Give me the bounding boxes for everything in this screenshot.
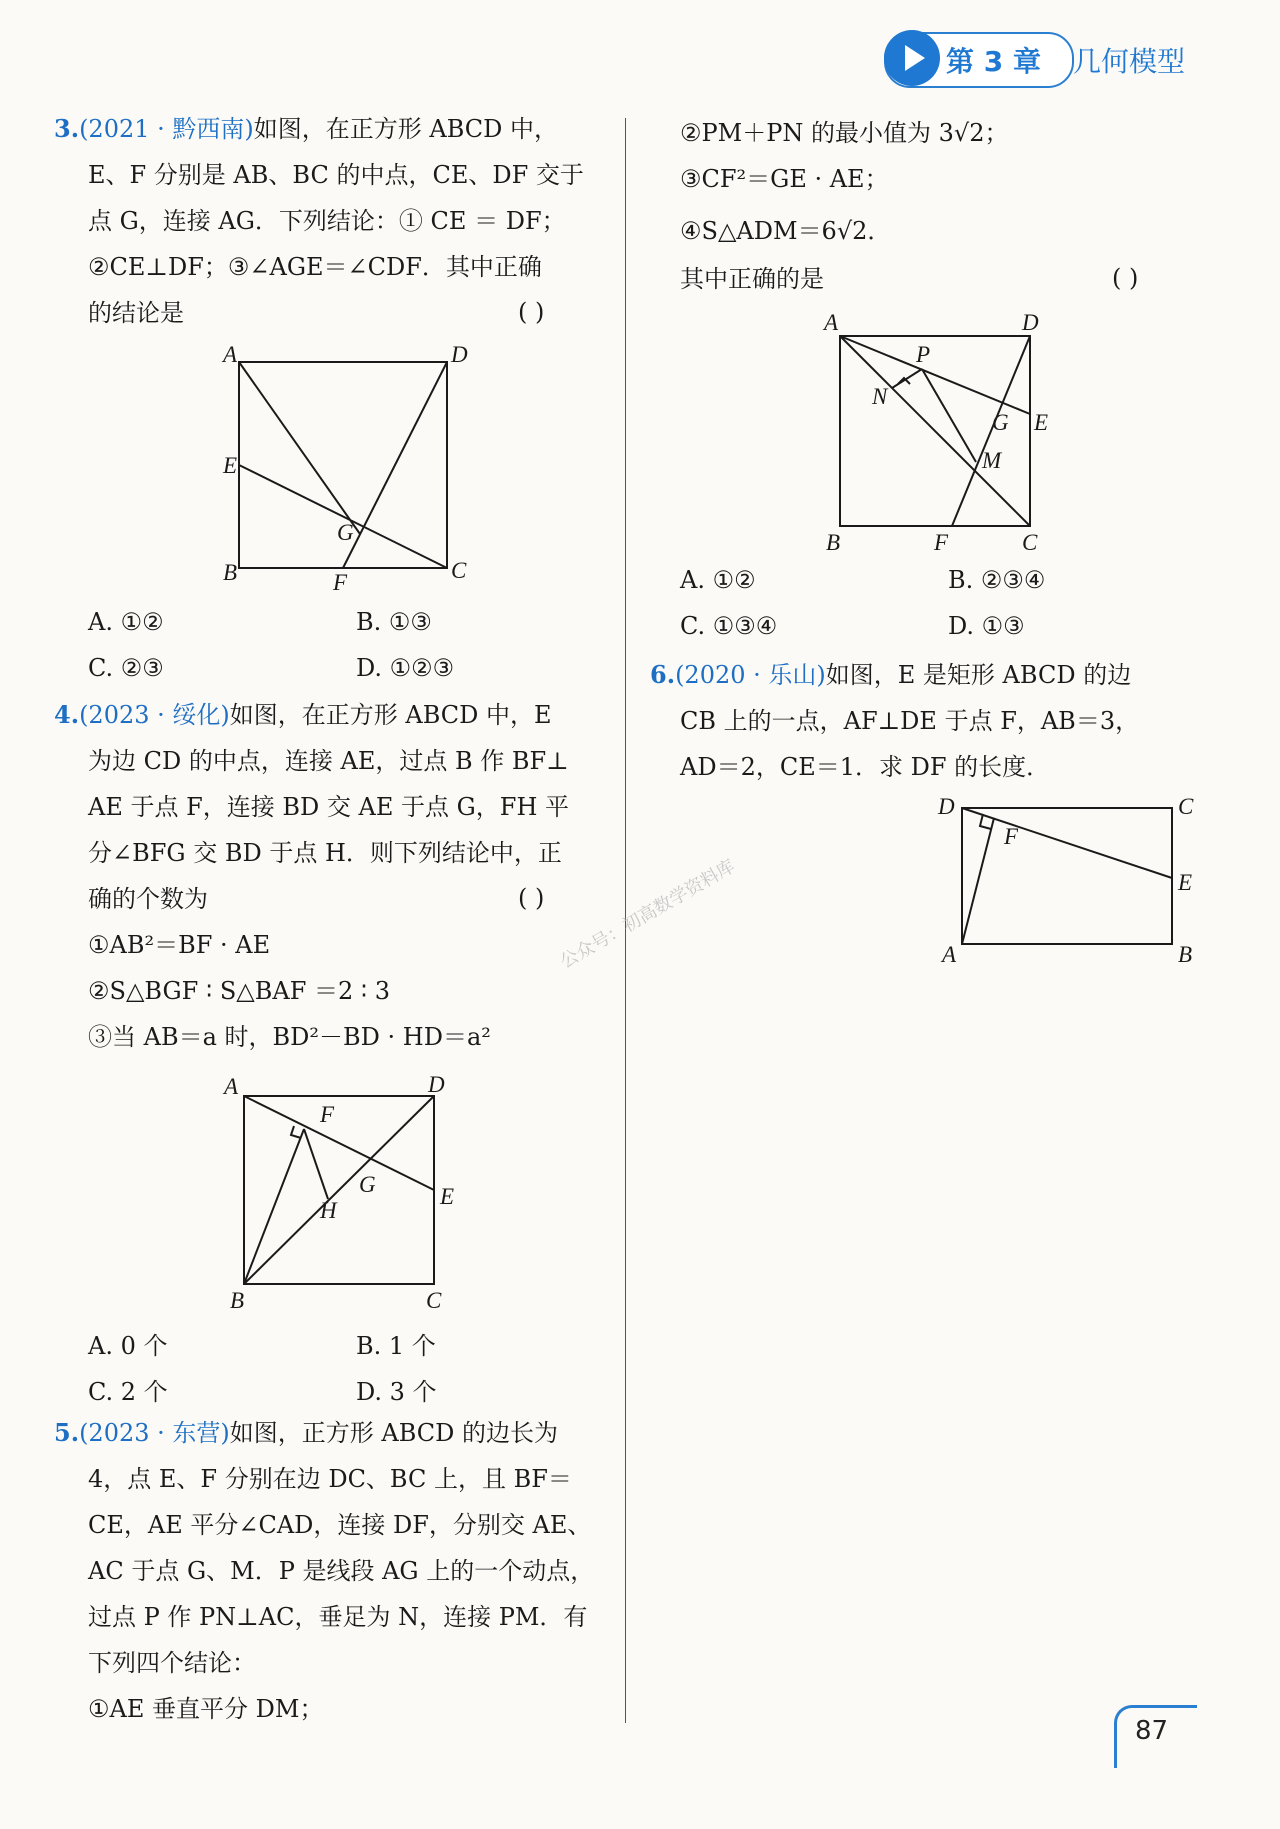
q4-label-a: A <box>224 1074 239 1099</box>
q6-source: (2020 · 乐山) <box>675 661 826 689</box>
q4-line-3: 分∠BFG 交 BD 于点 H．则下列结论中，正 <box>88 839 562 867</box>
q5-line-3: AC 于点 G、M．P 是线段 AG 上的一个动点， <box>88 1557 595 1585</box>
q5-statement-2: ②PM＋PN 的最小值为 3√2； <box>680 119 1009 147</box>
q4-label-e: E <box>440 1184 455 1209</box>
q3-source: (2021 · 黔西南) <box>79 115 254 143</box>
play-icon <box>884 30 940 86</box>
q4-text-0: 如图，在正方形 ABCD 中，E <box>229 701 552 729</box>
q5-option-a: A. ①② <box>680 566 756 594</box>
q3-option-c: C. ②③ <box>88 654 164 682</box>
q5-label-f: F <box>934 530 949 555</box>
q6-label-a: A <box>942 942 957 967</box>
q4-label-f: F <box>320 1102 335 1127</box>
q3-label-b: B <box>223 560 238 585</box>
q3-label-e: E <box>223 453 238 478</box>
q4-line-2: AE 于点 F，连接 BD 交 AE 于点 G，FH 平 <box>88 793 570 821</box>
q3-answer-paren: ( ) <box>518 298 545 326</box>
q5-option-b: B. ②③④ <box>948 566 1046 594</box>
q3-line-4: 的结论是 <box>88 299 184 327</box>
q5-figure <box>812 306 1072 556</box>
q4-statement-2: ②S△BGF ∶ S△BAF ＝2 ∶ 3 <box>88 977 391 1005</box>
q3-line-2: 点 G，连接 AG．下列结论：① CE ＝ DF； <box>88 207 566 235</box>
q5-label-a: A <box>824 310 839 335</box>
q4-statement-3: ③当 AB＝a 时，BD²－BD · HD＝a² <box>88 1023 491 1051</box>
q6-label-f: F <box>1004 824 1019 849</box>
chapter-label: 第 3 章 <box>946 45 1041 78</box>
q5-line-0 <box>54 1418 558 1448</box>
q5-option-d: D. ①③ <box>948 612 1025 640</box>
q3-line-3: ②CE⊥DF；③∠AGE＝∠CDF．其中正确 <box>88 253 542 281</box>
q3-label-c: C <box>451 558 467 583</box>
q5-label-n: N <box>872 384 888 409</box>
q3-line-1: E、F 分别是 AB、BC 的中点，CE、DF 交于 <box>88 161 584 189</box>
chapter-title: 几何模型 <box>1073 45 1186 78</box>
q3-line-ag <box>239 362 360 534</box>
q5-statement-4: ④S△ADM＝6√2． <box>680 217 892 245</box>
q5-text-0: 如图，正方形 ABCD 的边长为 <box>229 1419 559 1447</box>
q4-label-h: H <box>320 1198 337 1223</box>
q4-line-0 <box>54 700 552 730</box>
q5-label-p: P <box>916 342 931 367</box>
q5-line-5: 下列四个结论： <box>88 1649 256 1677</box>
q4-option-b: B. 1 个 <box>356 1332 436 1360</box>
q5-label-d: D <box>1022 310 1039 335</box>
q6-number: 6. <box>650 660 676 689</box>
q6-label-b: B <box>1178 942 1193 967</box>
q4-line-bf <box>244 1129 304 1284</box>
q5-line-pn <box>892 369 922 388</box>
q6-line-af <box>962 818 994 944</box>
q4-label-b: B <box>230 1288 245 1313</box>
q5-line-6: ①AE 垂直平分 DM； <box>88 1695 324 1723</box>
q5-line-ae <box>840 336 1030 414</box>
q4-line-4: 确的个数为 <box>88 885 208 913</box>
q6-rectangle <box>962 808 1172 944</box>
q4-line-ae <box>244 1096 434 1190</box>
page-number: 87 <box>1135 1716 1169 1746</box>
q3-label-g: G <box>337 520 354 545</box>
q4-statement-1: ①AB²＝BF · AE <box>88 931 271 959</box>
q4-line-1: 为边 CD 的中点，连接 AE，过点 B 作 BF⊥ <box>88 747 569 775</box>
q4-number: 4. <box>54 700 80 729</box>
q4-label-d: D <box>428 1072 445 1097</box>
q5-answer-paren: ( ) <box>1112 264 1139 292</box>
q5-statement-3: ③CF²＝GE · AE； <box>680 165 889 193</box>
q6-line-0 <box>650 660 1131 690</box>
q4-label-g: G <box>359 1172 376 1197</box>
q3-line-0 <box>54 114 558 144</box>
q4-option-a: A. 0 个 <box>88 1332 168 1360</box>
q3-label-f: F <box>333 570 348 595</box>
q6-label-c: C <box>1178 794 1194 819</box>
q4-label-c: C <box>426 1288 442 1313</box>
q5-number: 5. <box>54 1418 80 1447</box>
watermark: 公众号：初高数学资料库 <box>556 855 739 973</box>
q4-source: (2023 · 绥化) <box>79 701 230 729</box>
q5-label-b: B <box>826 530 841 555</box>
q5-question: 其中正确的是 <box>680 265 824 293</box>
q5-line-4: 过点 P 作 PN⊥AC，垂足为 N，连接 PM．有 <box>88 1603 588 1631</box>
q5-label-e: E <box>1034 410 1049 435</box>
q3-label-d: D <box>451 342 468 367</box>
q3-number: 3. <box>54 114 80 143</box>
q4-answer-paren: ( ) <box>518 884 545 912</box>
q3-label-a: A <box>223 342 238 367</box>
q5-line-df <box>952 336 1030 526</box>
q6-line-1: CB 上的一点，AF⊥DE 于点 F，AB＝3， <box>680 707 1140 735</box>
q5-label-m: M <box>982 448 1002 473</box>
q5-label-g: G <box>992 410 1009 435</box>
q3-line-ce <box>239 465 447 568</box>
q5-line-1: 4，点 E、F 分别在边 DC、BC 上，且 BF＝ <box>88 1465 572 1493</box>
q3-option-b: B. ①③ <box>356 608 432 636</box>
page-number-tab <box>1114 1705 1197 1768</box>
q5-source: (2023 · 东营) <box>79 1419 230 1447</box>
q6-text-0: 如图，E 是矩形 ABCD 的边 <box>825 661 1132 689</box>
q4-line-bd <box>244 1096 434 1284</box>
q3-figure <box>205 340 468 600</box>
q3-line-df <box>343 362 447 568</box>
q6-label-e: E <box>1178 870 1193 895</box>
q3-option-a: A. ①② <box>88 608 164 636</box>
q6-figure <box>928 790 1198 970</box>
q5-line-2: CE，AE 平分∠CAD，连接 DF，分别交 AE、 <box>88 1511 592 1539</box>
q5-line-pm <box>922 369 976 462</box>
q6-label-d: D <box>938 794 955 819</box>
q5-option-c: C. ①③④ <box>680 612 778 640</box>
q4-right-angle <box>291 1126 301 1138</box>
q4-figure <box>220 1068 470 1318</box>
q5-label-c: C <box>1022 530 1038 555</box>
q4-option-d: D. 3 个 <box>356 1378 437 1406</box>
q6-line-2: AD＝2，CE＝1．求 DF 的长度． <box>680 753 1051 781</box>
q4-line-fh <box>304 1129 328 1199</box>
q3-text-0: 如图，在正方形 ABCD 中， <box>253 115 559 143</box>
q3-option-d: D. ①②③ <box>356 654 455 682</box>
q4-option-c: C. 2 个 <box>88 1378 168 1406</box>
